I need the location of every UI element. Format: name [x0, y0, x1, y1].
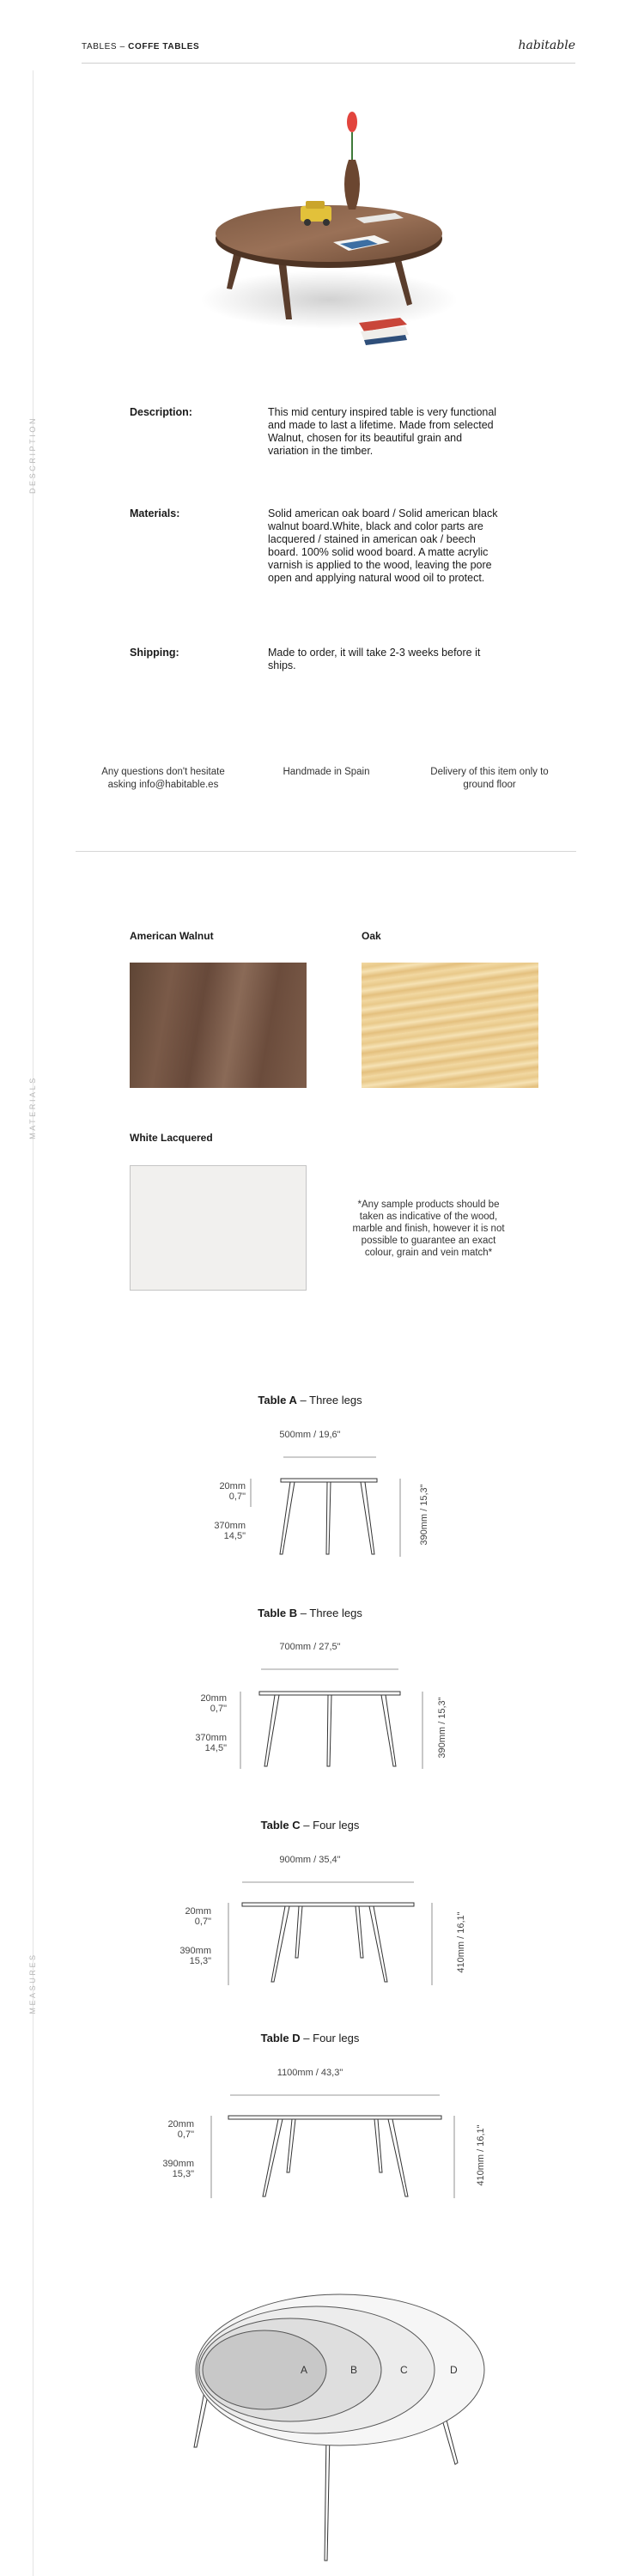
- table-d-drawing: [203, 2085, 477, 2207]
- swatch-oak[interactable]: [362, 963, 538, 1088]
- breadcrumb-separator: –: [119, 42, 125, 52]
- size-letter-b: B: [350, 2364, 358, 2376]
- feature-contact[interactable]: Any questions don't hesitate asking info@habitable.es: [101, 767, 225, 790]
- table-a-name: Table A: [258, 1394, 297, 1406]
- table-a-title: [0, 1394, 620, 1406]
- table-c-name: Table C: [260, 1819, 301, 1832]
- table-c-width: 900mm / 35,4": [279, 1855, 341, 1865]
- spec-text-shipping: Made to order, it will take 2-3 weeks before it ships.: [268, 647, 481, 671]
- table-a-top-thickness: 20mm: [219, 1481, 246, 1492]
- swatch-label-oak: Oak: [362, 930, 381, 942]
- table-b-legs: Three legs: [309, 1607, 362, 1619]
- table-b-height: 390mm / 15,3": [437, 1697, 447, 1759]
- table-d-top-thickness: 20mm: [167, 2119, 194, 2129]
- swatch-label-walnut: American Walnut: [130, 930, 214, 942]
- table-d-height: 410mm / 16,1": [476, 2124, 486, 2186]
- table-c-top-thickness: 20mm: [185, 1906, 211, 1917]
- table-b-title: [0, 1607, 620, 1619]
- swatch-white-lacquered[interactable]: [130, 1165, 307, 1291]
- table-b-width: 700mm / 27,5": [279, 1642, 341, 1652]
- table-b-drawing: [230, 1659, 436, 1775]
- table-c-dash: –: [303, 1819, 310, 1832]
- page-header: [82, 38, 575, 64]
- spec-label-materials: Materials:: [130, 507, 180, 519]
- table-c-title: [0, 1819, 620, 1832]
- table-a-dash: –: [300, 1394, 307, 1406]
- table-d-leg-height: 390mm: [162, 2159, 194, 2169]
- table-a-top-thickness-in: 0,7": [228, 1492, 246, 1502]
- size-comparison-diagram: [187, 2287, 488, 2571]
- table-d-top-thickness-in: 0,7": [177, 2129, 194, 2140]
- table-a-height: 390mm / 15,3": [419, 1484, 429, 1546]
- breadcrumb-current: COFFE TABLES: [128, 42, 200, 52]
- table-d-name: Table D: [260, 2032, 301, 2044]
- section-label-description: DESCRIPTION: [28, 416, 37, 495]
- sample-disclaimer: *Any sample products should be taken as indicative of the wood, marble and finish, however it is not possible to guarantee an exact colour, grain and vein match*: [352, 1200, 505, 1258]
- table-b-top-thickness-in: 0,7": [210, 1704, 227, 1714]
- swatch-walnut[interactable]: [130, 963, 307, 1088]
- table-c-legs: Four legs: [313, 1819, 360, 1832]
- swatch-label-white: White Lacquered: [130, 1132, 213, 1144]
- table-d-width: 1100mm / 43,3": [277, 2068, 343, 2078]
- spec-text-description: This mid century inspired table is very functional and made to last a lifetime. Made from selected Walnut, chosen for its beautiful grain and variation in the timber.: [268, 406, 497, 457]
- table-b-leg-height: 370mm: [195, 1733, 227, 1743]
- spec-text-materials: Solid american oak board / Solid american black walnut board.White, black and color parts are lacquered / stained in american oak / beech board. 100% solid wood board. A matte acrylic varnish is applied to the wood, leaving the pore open and applying natural wood oil to protect.: [268, 507, 498, 584]
- feature-delivery: Delivery of this item only to ground floor: [430, 767, 549, 790]
- product-image: [196, 89, 462, 355]
- breadcrumb: [82, 42, 199, 52]
- table-b-dash: –: [300, 1607, 307, 1619]
- table-a-leg-height: 370mm: [214, 1521, 246, 1531]
- size-letter-c: C: [400, 2364, 408, 2376]
- table-c-leg-height: 390mm: [179, 1946, 211, 1956]
- table-a-leg-height-in: 14,5": [223, 1531, 246, 1541]
- feature-handmade: Handmade in Spain: [283, 767, 370, 777]
- table-d-legs: Four legs: [313, 2032, 360, 2044]
- table-a-drawing: [240, 1447, 421, 1563]
- section-label-materials: MATERIALS: [28, 1076, 37, 1139]
- breadcrumb-category[interactable]: TABLES: [82, 42, 118, 52]
- table-d-leg-height-in: 15,3": [172, 2169, 194, 2179]
- size-letter-a: A: [301, 2364, 308, 2376]
- table-a-width: 500mm / 19,6": [279, 1430, 341, 1440]
- table-c-leg-height-in: 15,3": [189, 1956, 211, 1966]
- table-b-leg-height-in: 14,5": [204, 1743, 227, 1753]
- section-divider: [76, 851, 576, 852]
- table-b-top-thickness: 20mm: [200, 1693, 227, 1704]
- table-c-height: 410mm / 16,1": [456, 1911, 466, 1973]
- table-c-top-thickness-in: 0,7": [194, 1917, 211, 1927]
- table-c-drawing: [220, 1872, 456, 1992]
- spec-label-description: Description:: [130, 406, 192, 418]
- table-a-legs: Three legs: [309, 1394, 362, 1406]
- table-d-dash: –: [303, 2032, 310, 2044]
- table-d-title: [0, 2032, 620, 2044]
- section-label-measures: MEASURES: [28, 1953, 37, 2014]
- size-letter-d: D: [450, 2364, 458, 2376]
- spec-label-shipping: Shipping:: [130, 647, 179, 659]
- brand-logo[interactable]: habitable: [518, 39, 575, 52]
- table-b-name: Table B: [258, 1607, 298, 1619]
